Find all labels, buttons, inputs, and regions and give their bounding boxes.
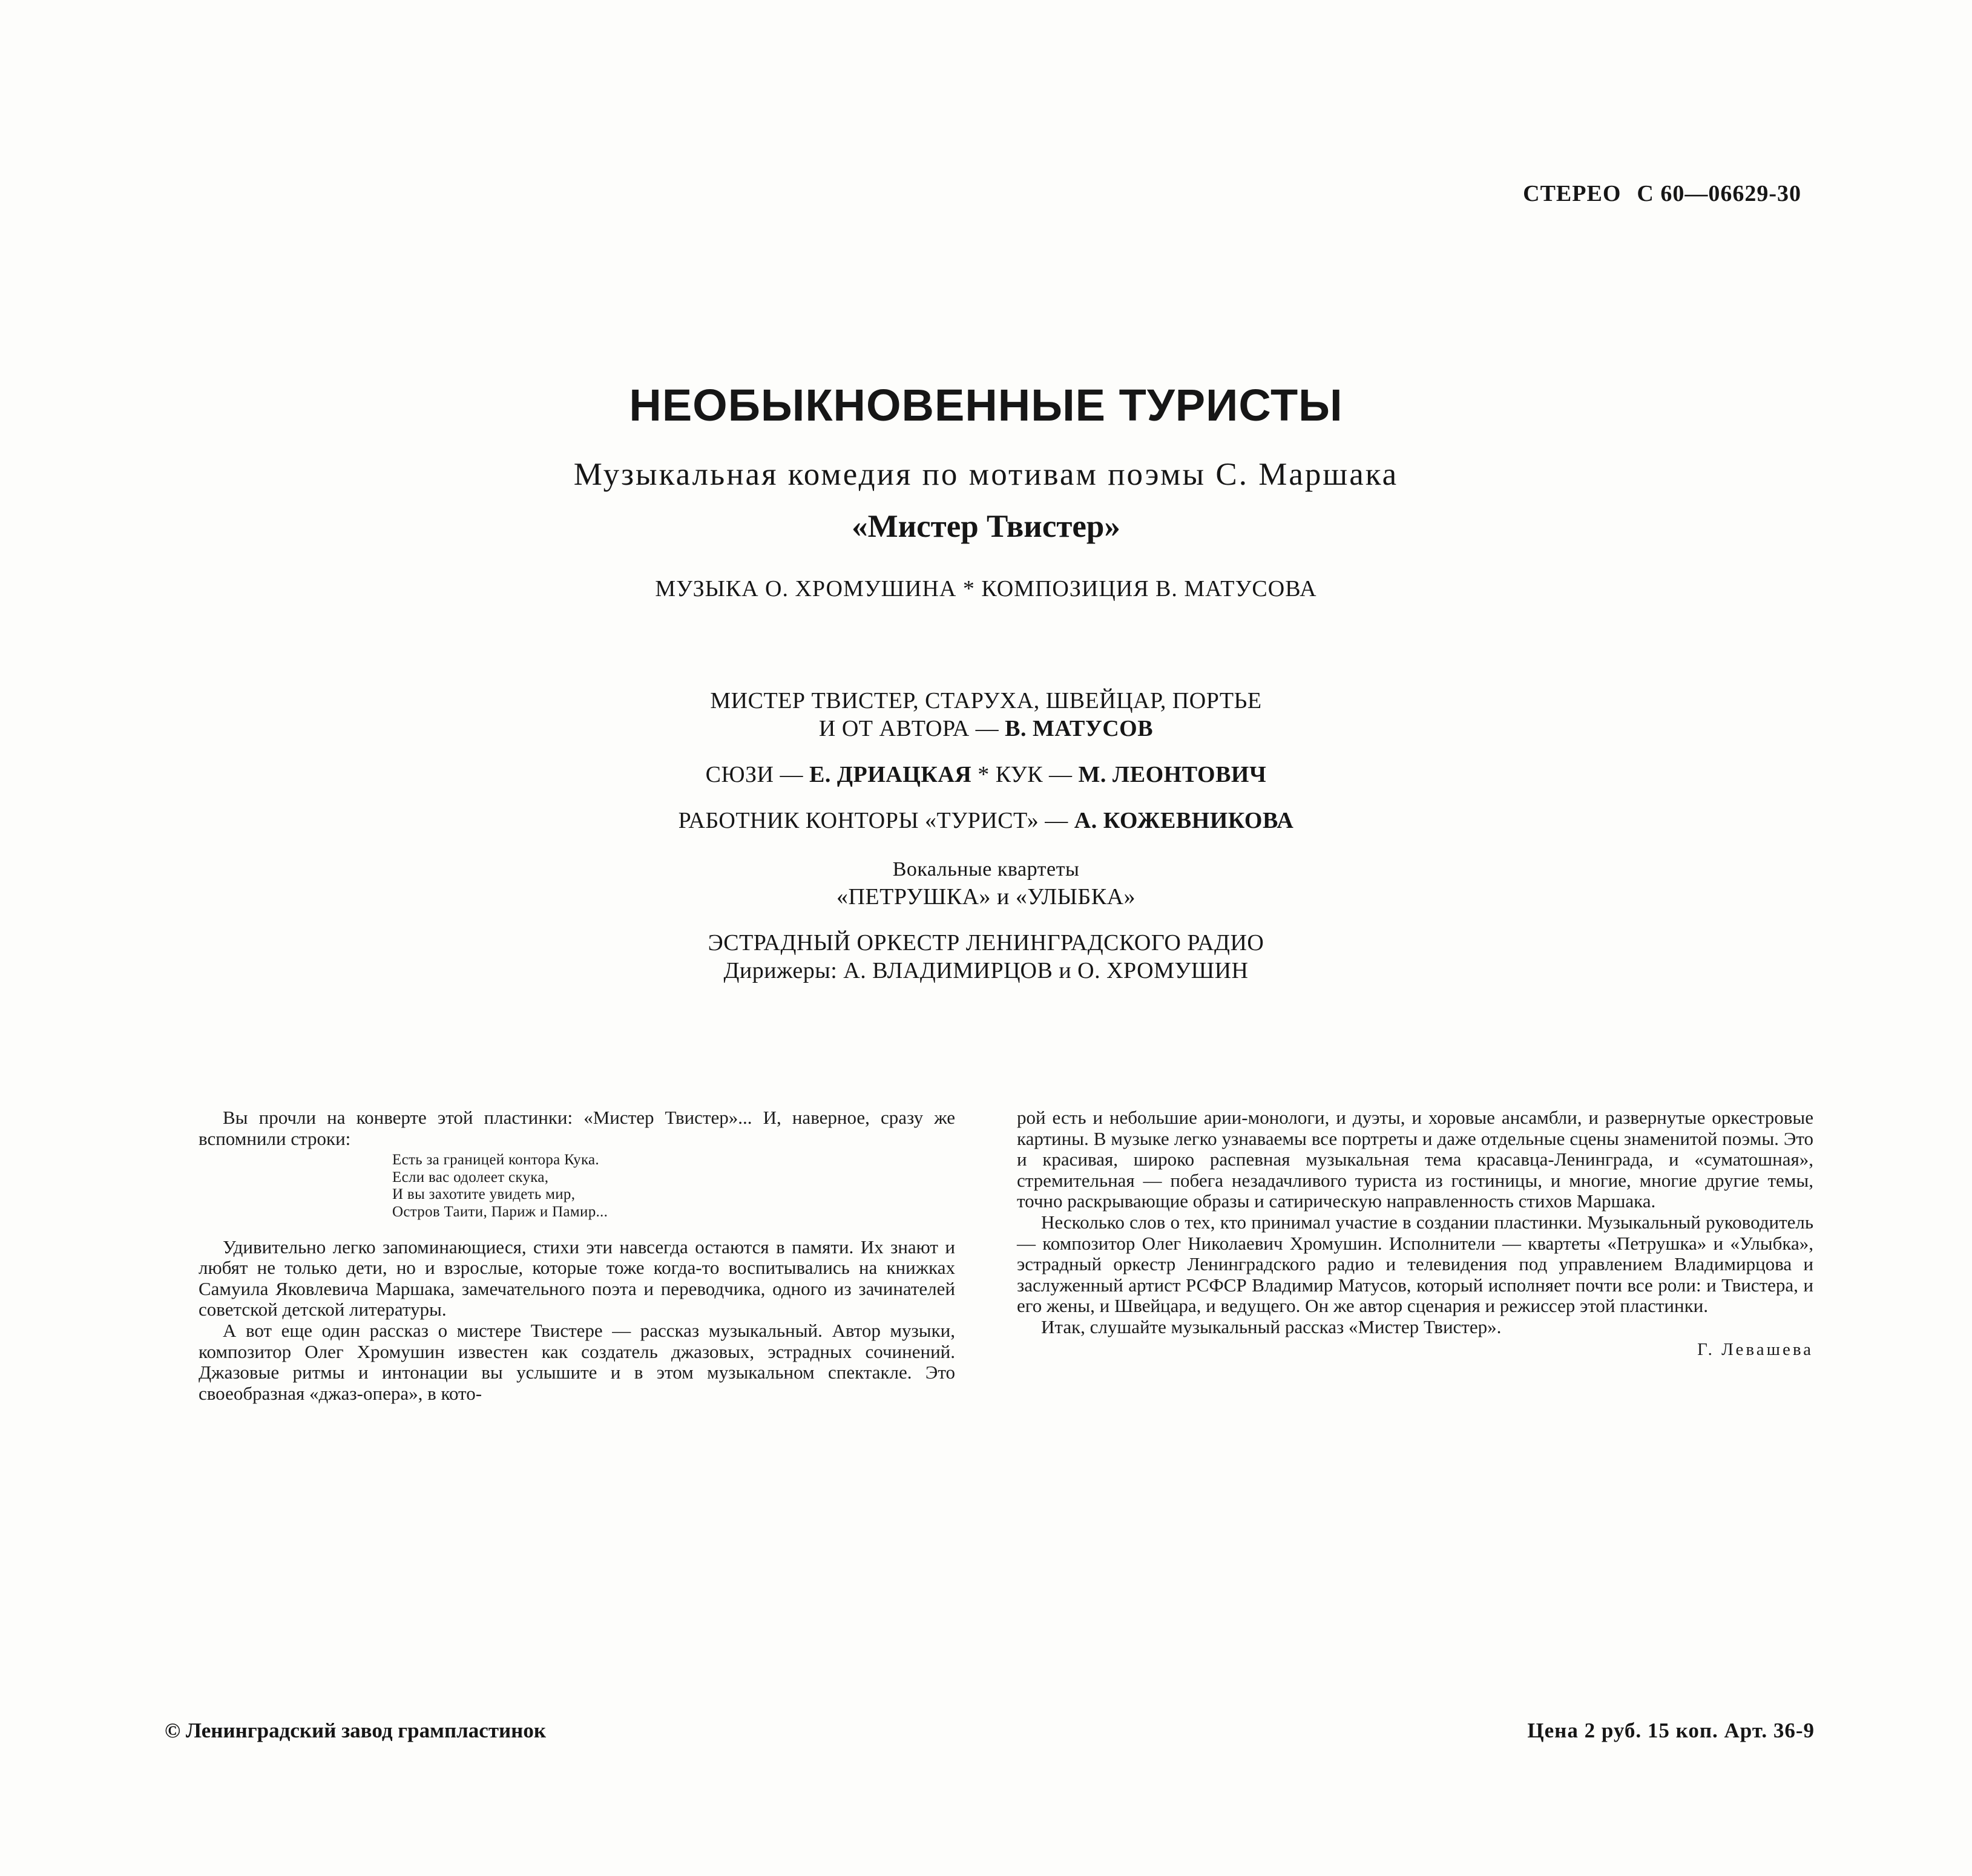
cast-role: СЮЗИ — — [705, 762, 809, 787]
article-column-left — [199, 1107, 955, 1404]
cast-line-office-worker — [0, 807, 1972, 835]
article-signature: Г. Левашева — [1697, 1339, 1813, 1359]
article-paragraph-continued: рой есть и небольшие арии-монологи, и дуэты, и хоровые ансамбли, и развернутые оркестровые картины. В музыке легко узнаваемы все портреты и даже отдельные сцены знаменитой поэмы. Это и красивая, широко распевная музыкальная тема красавца-Ленинграда, и «суматошная», стремительная — побега незадачливого туриста из гостиницы, и многие, многие другие темы, точно раскрывающие образы и сатирическую направленность стихов Маршака. — [1017, 1107, 1813, 1212]
cast-line-twister: МИСТЕР ТВИСТЕР, СТАРУХА, ШВЕЙЦАР, ПОРТЬЕ — [710, 688, 1262, 713]
music-credits: МУЗЫКА О. ХРОМУШИНА * КОМПОЗИЦИЯ В. МАТУСОВА — [655, 576, 1317, 602]
conductors: Дирижеры: А. ВЛАДИМИРЦОВ и О. ХРОМУШИН — [723, 958, 1249, 983]
catalog-code: С 60—06629-30 — [1637, 181, 1801, 206]
article-paragraph: Несколько слов о тех, кто принимал участие в создании пластинки. Музыкальный руководитель — композитор Олег Николаевич Хромушин. Исполнители — квартеты «Петрушка» и «Улыбка», эстрадный оркестр Ленинградского радио и телевидения под управлением Владимирцова и заслуженный артист РСФСР Владимир Матусов, который исполняет почти все роли: и Твистера, и его жены, и Швейцара, и ведущего. Он же автор сценария и режиссер этой пластинки. — [1017, 1211, 1813, 1317]
page-title: НЕОБЫКНОВЕННЫЕ ТУРИСТЫ — [629, 380, 1343, 430]
orchestra-name: ЭСТРАДНЫЙ ОРКЕСТР ЛЕНИНГРАДСКОГО РАДИО — [708, 930, 1264, 956]
subtitle: Музыкальная комедия по мотивам поэмы С. Маршака — [573, 457, 1399, 492]
poem-line: Есть за границей контора Кука. — [392, 1152, 599, 1169]
poem-line: Если вас одолеет скука, — [392, 1169, 549, 1186]
article-intro: Вы прочли на конверте этой пластинки: «Мистер Твистер»... И, наверное, сразу же вспомнили строки: — [199, 1107, 955, 1149]
header — [0, 375, 1972, 603]
cast-actor: В. МАТУСОВ — [1005, 716, 1154, 741]
cast-line-suzi-cook — [0, 761, 1972, 789]
article-paragraph: Удивительно легко запоминающиеся, стихи эти навсегда остаются в памяти. Их знают и любят не только дети, но и взрослые, которые тоже когда-то воспитывались на книжках Самуила Яковлевича Маршака, замечательного поэта и переводчика, одного из зачинателей советской детской литературы. — [199, 1236, 955, 1320]
work-title: «Мистер Твистер» — [852, 509, 1120, 544]
article-paragraph: Итак, слушайте музыкальный рассказ «Мистер Твистер». — [1041, 1316, 1502, 1337]
poem-quote — [392, 1152, 955, 1221]
catalog-number — [1523, 180, 1801, 207]
poem-line: И вы захотите увидеть мир, — [392, 1186, 576, 1203]
cast-line-author — [0, 715, 1972, 743]
vocal-label: Вокальные квартеты — [892, 858, 1080, 881]
cast-role: * КУК — — [971, 762, 1079, 787]
cast-actor: Е. ДРИАЦКАЯ — [809, 762, 972, 787]
stereo-label: СТЕРЕО — [1523, 181, 1622, 206]
vocal-names: «ПЕТРУШКА» и «УЛЫБКА» — [836, 884, 1136, 910]
cast-actor: А. КОЖЕВНИКОВА — [1074, 808, 1294, 833]
article-paragraph: А вот еще один рассказ о мистере Твистере — рассказ музыкальный. Автор музыки, композитор Олег Хромушин известен как создатель джазовых, эстрадных сочинений. Джазовые ритмы и интонации вы услышите и в этом музыкальном спектакле. Это своеобразная «джаз-опера», в кото- — [199, 1319, 955, 1404]
cast-role: И ОТ АВТОРА — — [818, 716, 1005, 741]
cast-list — [0, 687, 1972, 985]
poem-line: Остров Таити, Париж и Памир... — [392, 1203, 608, 1220]
publisher-credit: © Ленинградский завод грампластинок — [165, 1719, 547, 1742]
cast-role: РАБОТНИК КОНТОРЫ «ТУРИСТ» — — [678, 808, 1074, 833]
cast-actor: М. ЛЕОНТОВИЧ — [1078, 762, 1267, 787]
price-label: Цена 2 руб. 15 коп. Арт. 36-9 — [1527, 1719, 1815, 1742]
article-column-right — [1017, 1107, 1813, 1360]
